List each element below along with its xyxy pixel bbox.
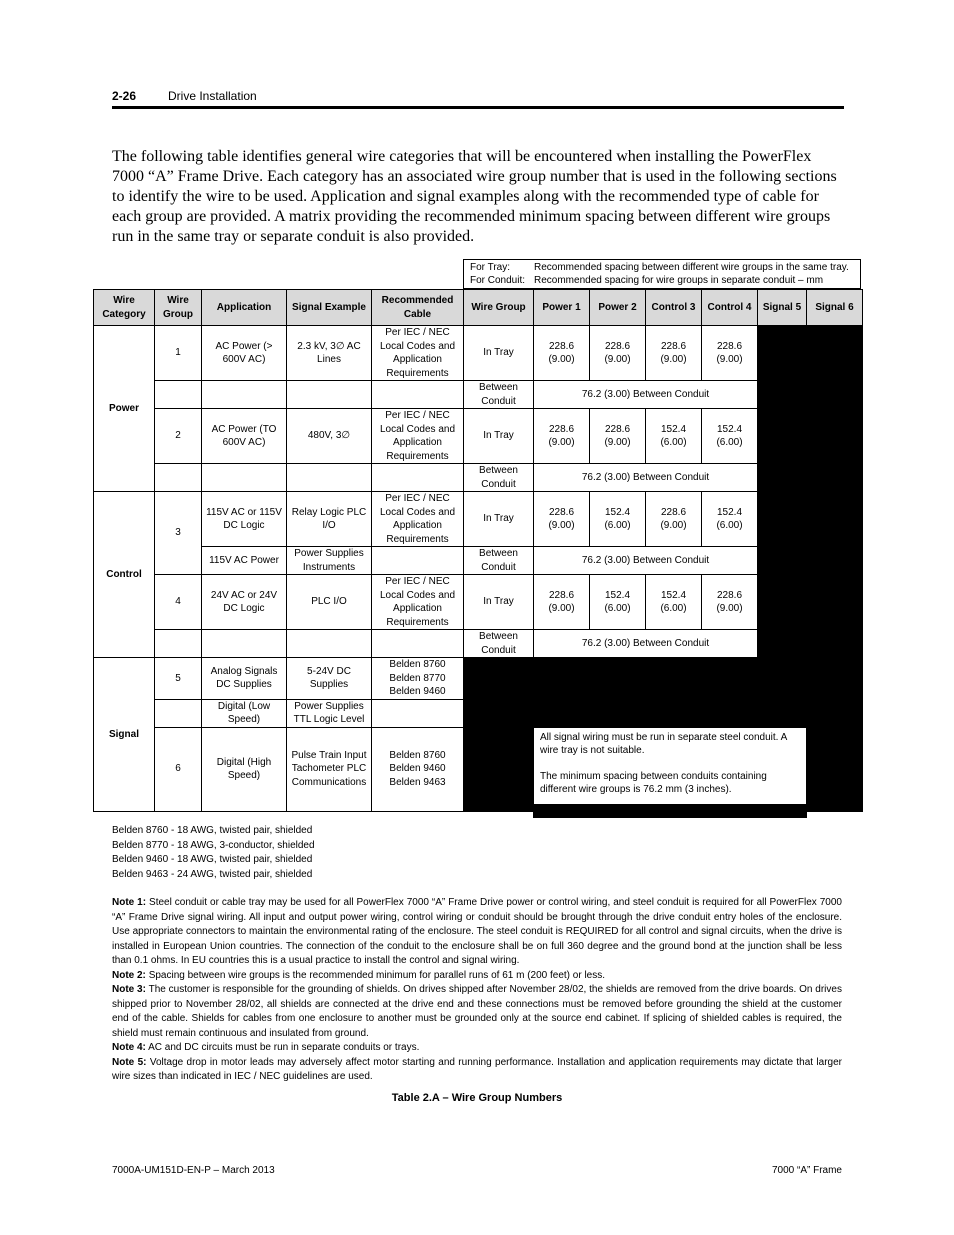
spacing-cell: 228.6 (9.00) — [702, 326, 758, 381]
blank-cell — [807, 409, 863, 464]
table-row — [94, 381, 863, 409]
note-text: AC and DC circuits must be run in separate conduits or trays. — [148, 1042, 420, 1053]
blank-cell — [807, 464, 863, 492]
spacing-cell: 228.6 (9.00) — [534, 492, 590, 547]
blank-cell — [807, 381, 863, 409]
note-label: Note 4: — [112, 1042, 146, 1053]
col-header: Control 4 — [702, 290, 758, 326]
category-control: Control — [94, 492, 155, 658]
application-cell: AC Power (TO 600V AC) — [202, 409, 287, 464]
table-row — [94, 492, 863, 547]
cable-cell: Per IEC / NEC Local Codes and Application Requirements — [372, 409, 464, 464]
signal-cell: Relay Logic PLC I/O — [287, 492, 372, 547]
table-row — [94, 464, 863, 492]
empty-cell — [287, 464, 372, 492]
blank-cell — [758, 409, 807, 464]
empty-cell — [372, 699, 464, 727]
cable-cell: Per IEC / NEC Local Codes and Application Requirements — [372, 492, 464, 547]
intro-paragraph: The following table identifies general wire categories that will be encountered when installing the PowerFlex 7000 “A” Frame Drive. Each category has an associated wire group number that is used in the following sections to identify the wire to be used. Application and signal examples along with the recommended type of cable for each group are provided. A matrix providing the recommended minimum spacing between different wire groups run in the same tray or separate conduit is also provided. — [112, 148, 837, 245]
blank-cell — [807, 727, 863, 811]
blank-cell — [807, 492, 863, 547]
signal-note-1: All signal wiring must be run in separate steel conduit. A wire tray is not suitable. — [540, 731, 787, 756]
conduit-spacing-cell: 76.2 (3.00) Between Conduit — [534, 464, 758, 492]
blank-cell — [758, 464, 807, 492]
table-caption: Table 2.A – Wire Group Numbers — [391, 1092, 563, 1104]
empty-cell — [155, 630, 202, 658]
spacing-cell: 228.6 (9.00) — [590, 326, 646, 381]
blank-cell — [807, 547, 863, 575]
empty-cell — [155, 381, 202, 409]
empty-cell — [372, 630, 464, 658]
notes — [112, 896, 842, 1085]
blank-cell — [758, 547, 807, 575]
conduit-label: For Conduit: — [470, 275, 526, 286]
col-header: Power 1 — [534, 290, 590, 326]
page-number: 2-26 — [112, 89, 137, 103]
spacing-cell: 228.6 (9.00) — [646, 326, 702, 381]
in-tray-cell: In Tray — [464, 409, 534, 464]
blank-cell — [758, 381, 807, 409]
signal-wiring-note — [534, 727, 807, 811]
blank-cell — [534, 658, 863, 700]
conduit-spacing-cell: 76.2 (3.00) Between Conduit — [534, 381, 758, 409]
signal-note-2: The minimum spacing between conduits containing different wire groups is 76.2 mm (3 inches). — [540, 770, 767, 795]
blank-cell — [807, 630, 863, 658]
col-header: Recommended Cable — [372, 290, 464, 326]
col-header: Wire Category — [94, 290, 155, 326]
note-text: Voltage drop in motor leads may adversely affect motor starting and running performance. Installation and application requirements may dictate that larger wire sizes than indicated in IEC / NEC guidelines are used. — [112, 1056, 842, 1082]
in-tray-cell: In Tray — [464, 492, 534, 547]
empty-cell — [155, 464, 202, 492]
group-cell: 6 — [155, 727, 202, 811]
cable-cell: Belden 8760 Belden 8770 Belden 9460 — [372, 658, 464, 700]
table-row — [94, 326, 863, 381]
empty-cell — [287, 381, 372, 409]
note-label: Note 2: — [112, 969, 146, 981]
spacing-cell: 228.6 (9.00) — [646, 492, 702, 547]
col-header: Control 3 — [646, 290, 702, 326]
col-header: Application — [202, 290, 287, 326]
col-header: Signal 6 — [807, 290, 863, 326]
signal-cell: Pulse Train Input Tachometer PLC Communications — [287, 727, 372, 811]
note-text: Steel conduit or cable tray may be used for all PowerFlex 7000 “A” Frame Drive power or control wiring, and steel conduit is required for all PowerFlex 7000 “A” Frame Drive signal wiring. All input and output power wiring, control wiring or conduit should be brought through the drive conduit entry holes of the enclosure. Use appropriate connectors to maintain the environmental rating of the enclosure. The steel conduit is REQUIRED for all control and signal circuits, when the drive is installed in European Union countries. The connection of the conduit to the enclosure shall be on full 360 degree and the ground bond at the junction shall be less than 0.1 ohms. In EU countries this is a usual practice to install the control and signal wiring. — [112, 897, 842, 966]
application-cell: Digital (Low Speed) — [202, 699, 287, 727]
spacing-cell: 152.4 (6.00) — [702, 492, 758, 547]
conduit-text: Recommended spacing for wire groups in separate conduit – mm — [534, 275, 824, 286]
signal-cell: 480V, 3∅ — [287, 409, 372, 464]
empty-cell — [287, 630, 372, 658]
spacing-cell: 228.6 (9.00) — [534, 326, 590, 381]
application-cell: AC Power (> 600V AC) — [202, 326, 287, 381]
blank-cell — [758, 326, 807, 381]
tray-label: For Tray: — [470, 262, 511, 273]
conduit-spacing-cell: 76.2 (3.00) Between Conduit — [534, 547, 758, 575]
empty-cell — [202, 630, 287, 658]
empty-cell — [202, 381, 287, 409]
cable-cell: Per IEC / NEC Local Codes and Application Requirements — [372, 575, 464, 630]
note — [112, 1041, 842, 1056]
spacing-cell: 152.4 (6.00) — [646, 575, 702, 630]
list-item: Belden 8760 - 18 AWG, twisted pair, shielded — [112, 825, 313, 836]
col-header: Signal 5 — [758, 290, 807, 326]
footer-product: 7000 “A” Frame — [771, 1165, 842, 1176]
signal-cell: 2.3 kV, 3∅ AC Lines — [287, 326, 372, 381]
empty-cell — [372, 464, 464, 492]
signal-cell: Power Supplies Instruments — [287, 547, 372, 575]
note-label: Note 1: — [112, 897, 147, 908]
note — [112, 896, 842, 969]
blank-cell — [534, 699, 863, 727]
blank-cell — [758, 492, 807, 547]
table-row — [94, 727, 863, 811]
cable-list — [112, 824, 315, 882]
blank-cell — [758, 630, 807, 658]
table-header-row — [94, 290, 863, 326]
col-header: Power 2 — [590, 290, 646, 326]
signal-cell: PLC I/O — [287, 575, 372, 630]
empty-cell — [372, 381, 464, 409]
application-cell: 115V AC Power — [202, 547, 287, 575]
empty-cell — [155, 699, 202, 727]
spacing-cell: 152.4 (6.00) — [590, 575, 646, 630]
group-cell: 3 — [155, 492, 202, 575]
signal-cell: Power Supplies TTL Logic Level — [287, 699, 372, 727]
col-header: Signal Example — [287, 290, 372, 326]
application-cell: 115V AC or 115V DC Logic — [202, 492, 287, 547]
application-cell: 24V AC or 24V DC Logic — [202, 575, 287, 630]
note-text: Spacing between wire groups is the recommended minimum for parallel runs of 61 m (200 feet) or less. — [148, 969, 606, 981]
spacing-cell: 152.4 (6.00) — [590, 492, 646, 547]
category-power: Power — [94, 326, 155, 492]
blank-cell — [807, 326, 863, 381]
tray-text: Recommended spacing between different wire groups in the same tray. — [534, 262, 849, 273]
application-cell: Analog Signals DC Supplies — [202, 658, 287, 700]
note — [112, 969, 842, 984]
between-conduit-cell: Between Conduit — [464, 381, 534, 409]
note-label: Note 3: — [112, 984, 146, 995]
col-header: Wire Group — [464, 290, 534, 326]
empty-cell — [372, 547, 464, 575]
table-row — [94, 547, 863, 575]
group-cell: 1 — [155, 326, 202, 381]
blank-cell — [464, 699, 534, 727]
between-conduit-cell: Between Conduit — [464, 547, 534, 575]
group-cell: 4 — [155, 575, 202, 630]
conduit-spacing-cell: 76.2 (3.00) Between Conduit — [534, 630, 758, 658]
cable-cell: Per IEC / NEC Local Codes and Application Requirements — [372, 326, 464, 381]
spacing-cell: 152.4 (6.00) — [702, 409, 758, 464]
category-signal: Signal — [94, 658, 155, 812]
list-item: Belden 8770 - 18 AWG, 3-conductor, shielded — [112, 839, 315, 851]
table-row — [94, 699, 863, 727]
spacing-cell: 228.6 (9.00) — [534, 575, 590, 630]
note — [112, 1056, 842, 1085]
table-row — [94, 630, 863, 658]
footer-doc-id: 7000A-UM151D-EN-P – March 2013 — [112, 1165, 275, 1176]
in-tray-cell: In Tray — [464, 575, 534, 630]
spacing-cell: 228.6 (9.00) — [702, 575, 758, 630]
table-row — [94, 409, 863, 464]
spacing-cell: 228.6 (9.00) — [534, 409, 590, 464]
blank-cell — [464, 658, 534, 700]
list-item: Belden 9463 - 24 AWG, twisted pair, shielded — [112, 868, 313, 880]
cable-cell: Belden 8760 Belden 9460 Belden 9463 — [372, 727, 464, 811]
spacing-legend — [463, 259, 861, 289]
section-title: Drive Installation — [168, 89, 257, 103]
between-conduit-cell: Between Conduit — [464, 464, 534, 492]
note — [112, 983, 842, 1041]
spacing-cell: 152.4 (6.00) — [646, 409, 702, 464]
col-header: Wire Group — [155, 290, 202, 326]
list-item: Belden 9460 - 18 AWG, twisted pair, shielded — [112, 854, 313, 865]
in-tray-cell: In Tray — [464, 326, 534, 381]
wire-group-table — [93, 289, 863, 818]
blank-cell — [807, 575, 863, 630]
spacing-cell: 228.6 (9.00) — [590, 409, 646, 464]
note-label: Note 5: — [112, 1056, 147, 1068]
application-cell: Digital (High Speed) — [202, 727, 287, 811]
table-row — [94, 658, 863, 700]
blank-cell — [758, 575, 807, 630]
header-rule — [112, 106, 844, 109]
signal-cell: 5-24V DC Supplies — [287, 658, 372, 700]
blank-cell — [464, 727, 534, 811]
empty-cell — [202, 464, 287, 492]
group-cell: 5 — [155, 658, 202, 700]
group-cell: 2 — [155, 409, 202, 464]
table-row — [94, 575, 863, 630]
note-text: The customer is responsible for the grounding of shields. On drives shipped after November 28/02, the shields are removed from the drive boards. On drives shipped prior to November 28/02, all shields are connected at the drive end and these connections must be removed before grounding the shield at the customer end of the cable. Shields for cables from one enclosure to another must be grounded only at the source end cabinet. If splicing of shielded cables is required, the shield must remain continuous and insulated from ground. — [112, 984, 842, 1039]
between-conduit-cell: Between Conduit — [464, 630, 534, 658]
